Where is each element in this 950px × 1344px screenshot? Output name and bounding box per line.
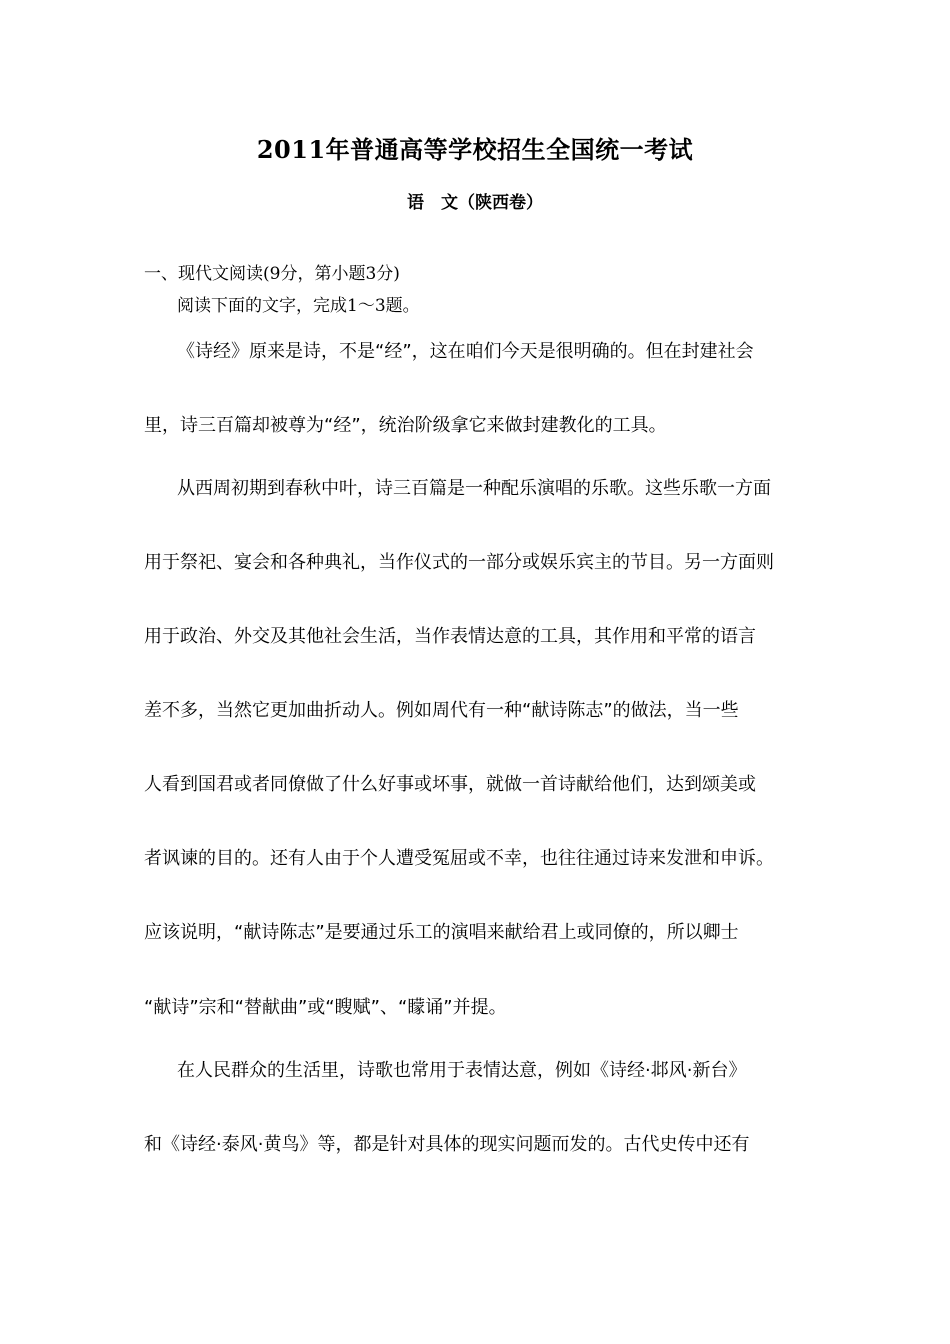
reading-instruction: 阅读下面的文字，完成1～3题。 [177, 296, 420, 316]
passage-line: 差不多，当然它更加曲折动人。例如周代有一种“献诗陈志”的做法，当一些 [144, 700, 739, 721]
passage-line: 《诗经》原来是诗，不是“经”，这在咱们今天是很明确的。但在封建社会 [177, 341, 754, 362]
passage-line: 者讽谏的目的。还有人由于个人遭受冤屈或不幸，也往往通过诗来发泄和申诉。 [144, 848, 774, 869]
exam-subtitle: 语 文（陕西卷） [407, 193, 543, 213]
passage-line: “献诗”宗和“替献曲”或“瞍赋”、“矇诵”并提。 [144, 997, 507, 1018]
passage-line: 应该说明，“献诗陈志”是要通过乐工的演唱来献给君上或同僚的，所以卿士 [144, 922, 739, 943]
passage-line: 在人民群众的生活里，诗歌也常用于表情达意，例如《诗经·邶风·新台》 [177, 1060, 747, 1081]
section-heading: 一、现代文阅读(9分，第小题3分) [144, 264, 400, 284]
passage-line: 从西周初期到春秋中叶，诗三百篇是一种配乐演唱的乐歌。这些乐歌一方面 [177, 478, 771, 499]
passage-line: 用于祭祀、宴会和各种典礼，当作仪式的一部分或娱乐宾主的节目。另一方面则 [144, 552, 774, 573]
exam-title: 2011年普通高等学校招生全国统一考试 [256, 135, 694, 164]
passage-line: 人看到国君或者同僚做了什么好事或坏事，就做一首诗献给他们，达到颂美或 [144, 774, 756, 795]
passage-line: 用于政治、外交及其他社会生活，当作表情达意的工具，其作用和平常的语言 [144, 626, 756, 647]
passage-line: 和《诗经·泰风·黄鸟》等，都是针对具体的现实问题而发的。古代史传中还有 [144, 1134, 750, 1155]
passage-line: 里，诗三百篇却被尊为“经”，统治阶级拿它来做封建教化的工具。 [144, 415, 667, 436]
